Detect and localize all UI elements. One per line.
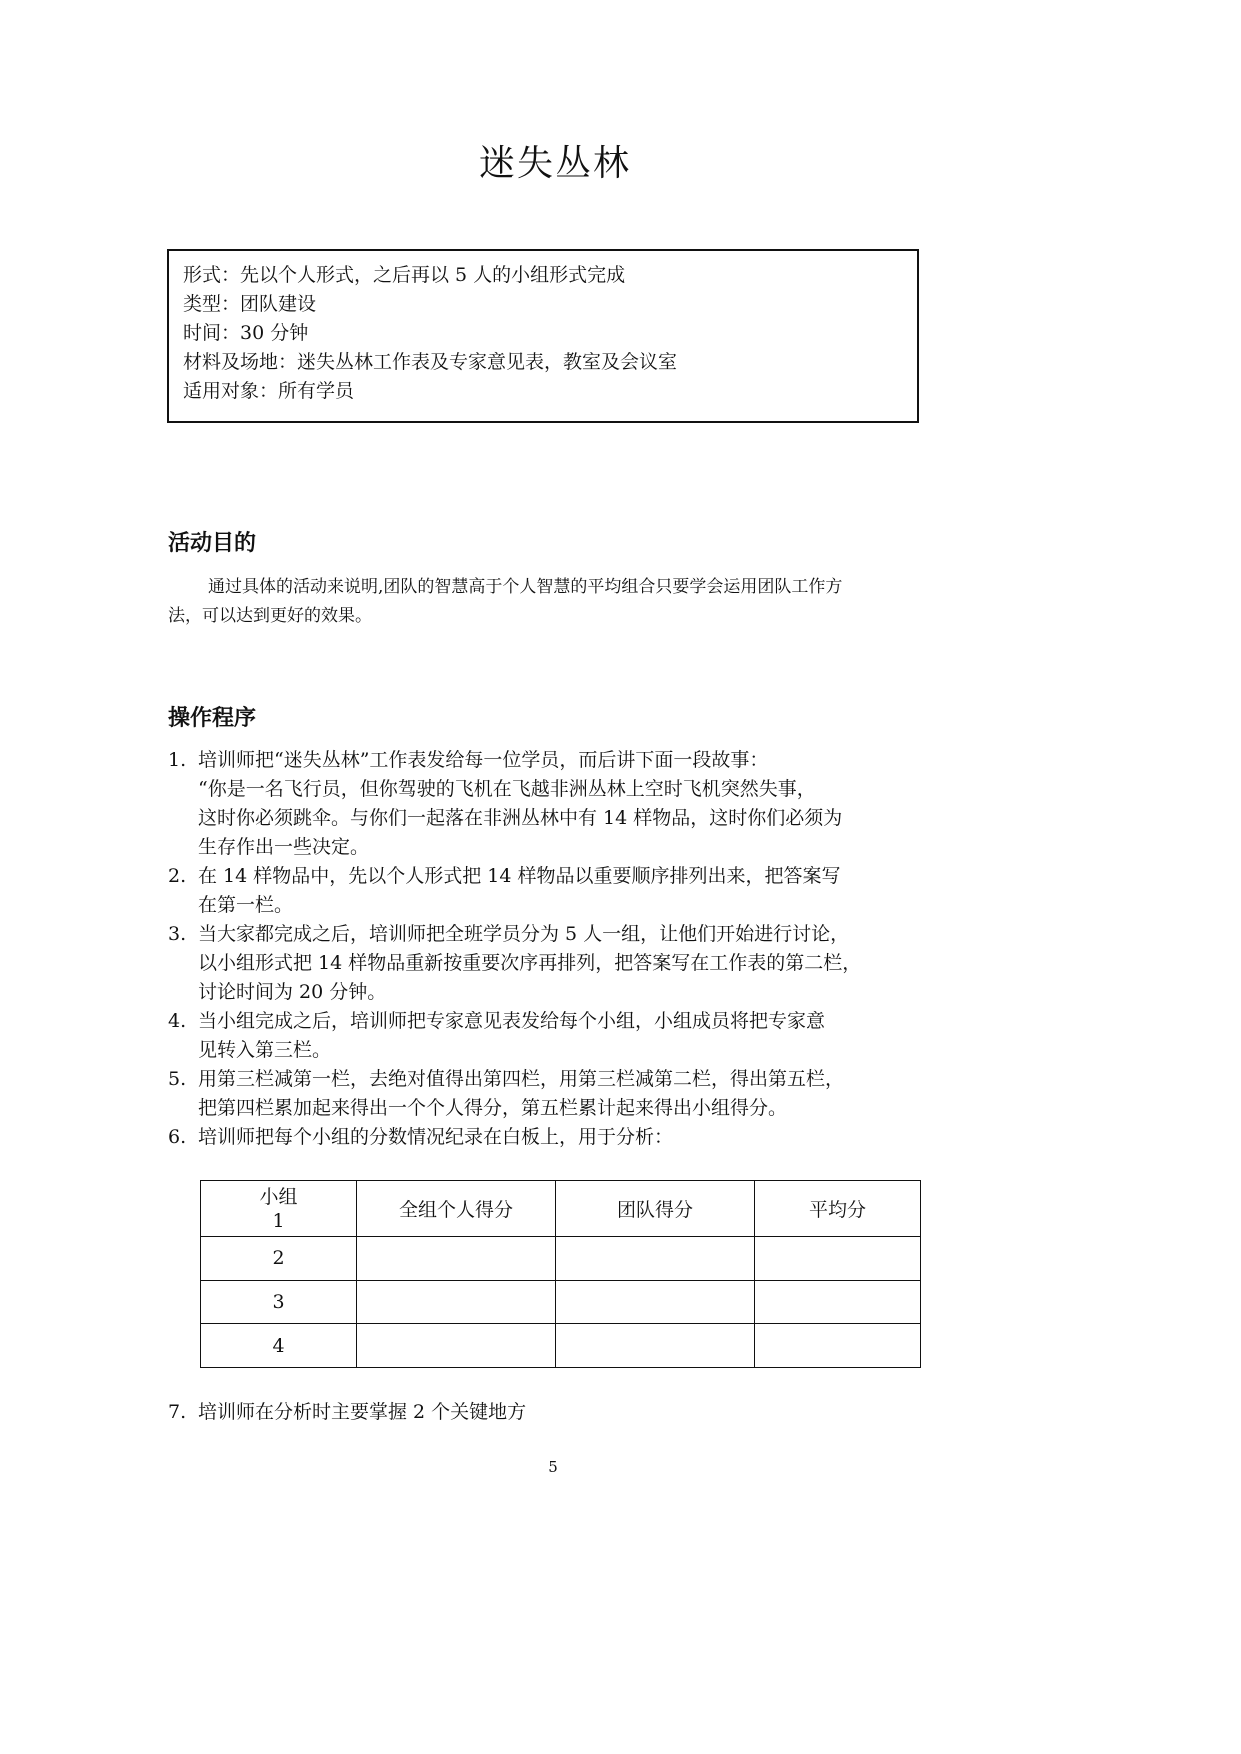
table-cell <box>357 1280 556 1324</box>
table-cell <box>556 1280 755 1324</box>
step-number: 5. <box>168 1068 187 1090</box>
step-number: 7. <box>168 1401 187 1423</box>
header-group-label: 小组 <box>259 1185 298 1208</box>
table-header-group <box>201 1181 357 1237</box>
table-cell-group: 4 <box>201 1324 357 1368</box>
purpose-heading: 活动目的 <box>168 531 257 556</box>
step-line: 把第四栏累加起来得出一个个人得分，第五栏累计起来得出小组得分。 <box>198 1097 788 1119</box>
table-cell <box>357 1324 556 1368</box>
info-materials: 材料及场地：迷失丛林工作表及专家意见表，教室及会议室 <box>183 351 678 373</box>
procedure-steps <box>168 746 948 1152</box>
table-cell <box>755 1280 921 1324</box>
purpose-line-1 <box>168 573 944 602</box>
procedure-step-5 <box>168 1065 948 1123</box>
step-number: 3. <box>168 923 187 945</box>
table-header-team-score: 团队得分 <box>556 1181 755 1237</box>
info-time: 时间：30 分钟 <box>183 322 309 344</box>
procedure-step-1 <box>168 746 948 862</box>
score-table <box>200 1180 921 1368</box>
table-cell <box>755 1237 921 1281</box>
purpose-line-2: 法，可以达到更好的效果。 <box>168 606 372 626</box>
info-format: 形式：先以个人形式，之后再以 5 人的小组形式完成 <box>183 264 626 286</box>
table-row <box>201 1324 921 1368</box>
procedure-heading: 操作程序 <box>168 706 257 731</box>
step-line: 培训师把“迷失丛林”工作表发给每一位学员，而后讲下面一段故事： <box>198 749 769 771</box>
purpose-line-1-text: 通过具体的活动来说明,团队的智慧高于个人智慧的平均组合只要学会运用团队工作方 <box>208 577 843 597</box>
step-number: 2. <box>168 865 187 887</box>
step-line: 这时你必须跳伞。与你们一起落在非洲丛林中有 14 样物品，这时你们必须为 <box>198 807 843 829</box>
procedure-step-2 <box>168 862 948 920</box>
info-type: 类型：团队建设 <box>183 293 317 315</box>
info-audience: 适用对象：所有学员 <box>183 380 355 402</box>
page-title: 迷失丛林 <box>478 143 631 184</box>
table-header-individual-score: 全组个人得分 <box>357 1181 556 1237</box>
step-line: “你是一名飞行员，但你驾驶的飞机在飞越非洲丛林上空时飞机突然失事， <box>198 778 816 800</box>
table-row <box>201 1280 921 1324</box>
table-cell-group: 2 <box>201 1237 357 1281</box>
procedure-step-3 <box>168 920 948 1007</box>
table-header-average: 平均分 <box>755 1181 921 1237</box>
step-line: 当小组完成之后，培训师把专家意见表发给每个小组，小组成员将把专家意 <box>198 1010 826 1032</box>
table-header-row <box>201 1181 921 1237</box>
info-box <box>167 249 919 423</box>
step-line: 讨论时间为 20 分钟。 <box>198 981 387 1003</box>
step-number: 4. <box>168 1010 187 1032</box>
step-line: 见转入第三栏。 <box>198 1039 332 1061</box>
table-cell <box>755 1324 921 1368</box>
step-text: 培训师在分析时主要掌握 2 个关键地方 <box>198 1401 527 1423</box>
table-cell <box>556 1324 755 1368</box>
page-number: 5 <box>548 1458 558 1476</box>
table-cell <box>357 1237 556 1281</box>
step-line: 当大家都完成之后，培训师把全班学员分为 5 人一组，让他们开始进行讨论， <box>198 923 850 945</box>
procedure-step-4 <box>168 1007 948 1065</box>
step-line: 以小组形式把 14 样物品重新按重要次序再排列，把答案写在工作表的第二栏， <box>198 952 862 974</box>
step-line: 在 14 样物品中，先以个人形式把 14 样物品以重要顺序排列出来，把答案写 <box>198 865 841 887</box>
step-line: 在第一栏。 <box>198 894 294 916</box>
step-line: 用第三栏减第一栏，去绝对值得出第四栏，用第三栏减第二栏，得出第五栏， <box>198 1068 845 1090</box>
step-line: 培训师把每个小组的分数情况纪录在白板上，用于分析： <box>198 1126 674 1148</box>
step-number: 6. <box>168 1126 187 1148</box>
table-cell-group: 3 <box>201 1280 357 1324</box>
purpose-paragraph <box>168 573 944 631</box>
step-line: 生存作出一些决定。 <box>198 836 370 858</box>
procedure-step-6 <box>168 1123 948 1152</box>
table-cell <box>556 1237 755 1281</box>
table-row <box>201 1237 921 1281</box>
procedure-step-7 <box>168 1398 978 1427</box>
step-number: 1. <box>168 749 187 771</box>
header-group-first: 1 <box>272 1209 285 1232</box>
